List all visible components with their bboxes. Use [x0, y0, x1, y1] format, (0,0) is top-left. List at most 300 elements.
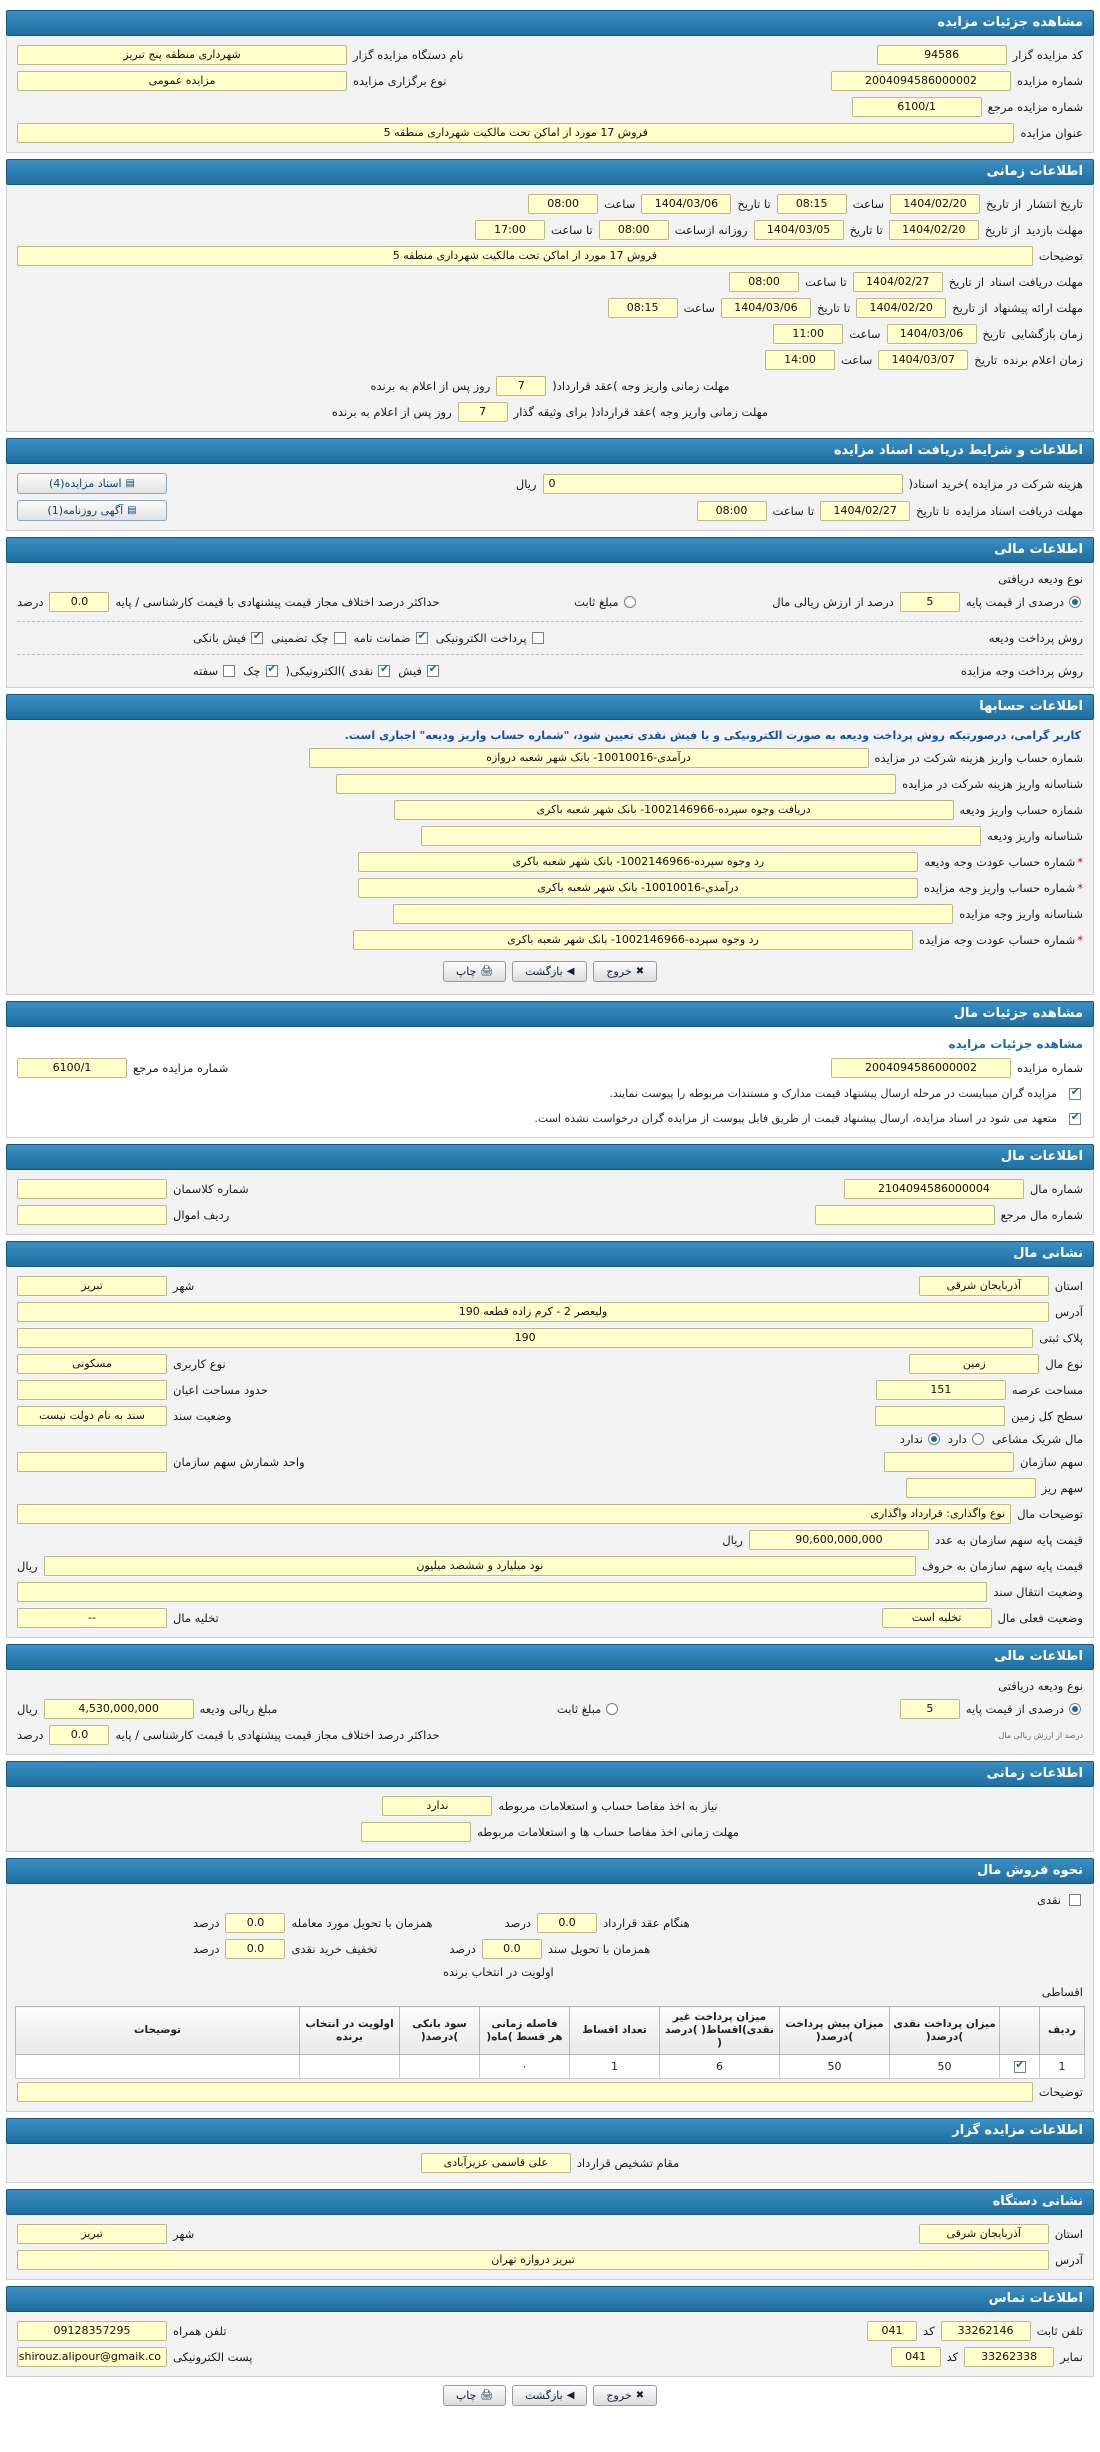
field-account-refund-auction[interactable]: رد وجوه سپرده-1002146966- بانک شهر شعبه باکری — [353, 930, 913, 950]
row-prop-percent-hint — [15, 1722, 1085, 1748]
label-docs-deadline: مهلت دریافت اسناد مزایده — [955, 503, 1083, 518]
row-submit-docs — [15, 295, 1085, 321]
label-building-area: حدود مساحت اعیان — [173, 1383, 268, 1397]
exit-icon: ✖ — [635, 966, 645, 977]
label-receipt: فیش — [398, 664, 422, 678]
label-city: شهر — [173, 1279, 195, 1293]
field-property-ref-number[interactable]: 6100/1 — [17, 1058, 127, 1078]
row-receive-docs — [15, 269, 1085, 295]
label-prop-max-diff: حداکثر درصد اختلاف مجاز قیمت پیشنهادی با قیمت کارشناسی / پایه — [115, 1728, 440, 1742]
radio-percent-of-base[interactable] — [966, 595, 1083, 609]
label-visit-daily: روزانه ازساعت — [674, 223, 748, 237]
field-identifier-deposit[interactable] — [421, 826, 981, 846]
label-cash-electronic: نقدی )الکترونیکی( — [285, 664, 374, 678]
row-detail-share — [15, 1475, 1085, 1501]
label-deposit-days-a: مهلت زمانی واریز وجه )عقد قرارداد( — [552, 379, 730, 393]
buttons-bottom — [6, 2377, 1094, 2412]
checkbox-receipt[interactable] — [398, 664, 441, 678]
field-receive-docs-time[interactable]: 08:00 — [729, 272, 799, 292]
checkbox-promissory-note[interactable] — [193, 664, 237, 678]
checkbox-bank-receipt[interactable] — [193, 631, 265, 645]
label-publish-time: ساعت — [852, 197, 884, 211]
th-row-number: ردیف — [1040, 2007, 1085, 2055]
label-identifier-fee: شناسانه واریز هزینه شرکت در مزایده — [902, 777, 1083, 791]
checkbox-cheque-icon[interactable] — [266, 665, 278, 677]
label-time-desc: توضیحات — [1038, 249, 1083, 263]
row-account-2 — [15, 797, 1085, 823]
label-prop-deposit-amount-unit: ریال — [17, 1702, 38, 1716]
row-cash-doc-discount — [15, 1936, 1085, 1962]
field-org-share[interactable] — [884, 1452, 1014, 1472]
row-signer — [15, 2150, 1085, 2176]
field-property-code[interactable]: 2104094586000004 — [844, 1179, 1024, 1199]
cell-bank-interest — [400, 2055, 480, 2079]
radio-prop-percent[interactable] — [966, 1702, 1083, 1716]
label-property-ref-number: شماره مزایده مرجع — [133, 1061, 229, 1075]
field-clearance-deadline[interactable] — [361, 1822, 471, 1842]
panel-financial-info — [6, 563, 1094, 688]
field-submit-docs-to[interactable]: 1404/03/06 — [721, 298, 811, 318]
label-submit-docs-time: ساعت — [683, 301, 715, 315]
field-fax-code[interactable]: 041 — [891, 2347, 941, 2367]
field-city[interactable]: تبریز — [17, 1276, 167, 1296]
exit-button-bottom[interactable] — [593, 2385, 657, 2406]
field-docs-deadline-time[interactable]: 08:00 — [697, 501, 767, 521]
radio-percent-icon[interactable] — [1069, 596, 1081, 608]
row-deposit-percent — [15, 589, 1085, 615]
row-participation-fee — [15, 470, 1085, 497]
field-land-level[interactable] — [875, 1406, 1005, 1426]
row-prop-deposit-type — [15, 1676, 1085, 1696]
field-address[interactable]: ولیعصر 2 - کرم زاده قطعه 190 — [17, 1302, 1049, 1322]
th-notes: توضیحات — [16, 2007, 300, 2055]
row-clearance-deadline — [15, 1819, 1085, 1845]
auction-documents-button[interactable] — [17, 473, 167, 494]
field-delivery-stage[interactable]: 0.0 — [225, 1913, 285, 1933]
back-label-top: بازگشت — [525, 965, 563, 978]
label-account-refund-deposit: * شماره حساب عودت وجه ودیعه — [924, 855, 1083, 869]
row-land-level — [15, 1403, 1085, 1429]
label-shared-yes: دارد — [947, 1432, 967, 1446]
row-device-province-city — [15, 2221, 1085, 2247]
label-signer: مقام تشخیص قرارداد — [576, 2156, 680, 2171]
field-auction-title[interactable]: فروش 17 مورد از اماکن تحت مالکیت شهرداری منطقه 5 — [17, 123, 1014, 143]
field-ref-number[interactable]: 6100/1 — [852, 97, 982, 117]
label-fax: نمابر — [1060, 2350, 1083, 2365]
print-button-top[interactable] — [443, 961, 506, 982]
label-property-code: شماره مال — [1029, 1182, 1083, 1196]
label-deposit-type: نوع ودیعه دریافتی — [998, 572, 1083, 586]
field-winner-time[interactable]: 14:00 — [765, 350, 835, 370]
label-doc-status: وضعیت سند — [173, 1409, 232, 1423]
radio-fixed-icon[interactable] — [624, 596, 636, 608]
field-telephone[interactable]: 33262146 — [941, 2321, 1031, 2341]
newspaper-notice-label: آگهی روزنامه(1) — [47, 504, 124, 517]
label-fee-unit: ریال — [515, 476, 537, 491]
field-province[interactable]: آذربایجان شرقی — [919, 1276, 1049, 1296]
row-account-7 — [15, 927, 1085, 953]
label-mobile: تلفن همراه — [173, 2324, 227, 2339]
field-submit-docs-from[interactable]: 1404/02/20 — [856, 298, 946, 318]
row-cash-checkbox — [15, 1890, 1085, 1910]
radio-shared-yes-icon[interactable] — [972, 1433, 984, 1445]
label-base-price: قیمت پایه سهم سازمان به عدد — [934, 1533, 1083, 1547]
panel-accounts — [6, 720, 1094, 995]
label-opening: زمان بازگشایی — [1011, 327, 1083, 341]
field-doc-stage[interactable]: 0.0 — [482, 1939, 542, 1959]
row-account-4 — [15, 849, 1085, 875]
row-winner-priority — [15, 1962, 1085, 1982]
label-publish-to: تا تاریخ — [737, 197, 771, 211]
label-cash: نقدی — [1036, 1893, 1061, 1907]
label-auction-code: کد مزایده گزار — [1012, 48, 1083, 62]
checkbox-guaranteed-cheque[interactable] — [271, 631, 347, 645]
field-device-address[interactable]: تبریز دروازه تهران — [17, 2250, 1049, 2270]
field-device-province[interactable]: آذربایجان شرقی — [919, 2224, 1049, 2244]
label-winner-date: تاریخ — [974, 353, 998, 367]
label-receive-docs: مهلت دریافت اسناد — [990, 275, 1083, 289]
label-device-address: آدرس — [1055, 2253, 1083, 2268]
field-time-desc[interactable]: فروش 17 مورد از اماکن تحت مالکیت شهرداری منطقه 5 — [17, 246, 1033, 266]
field-opening-time[interactable]: 11:00 — [773, 324, 843, 344]
section-header-financial-info: اطلاعات مالی — [6, 537, 1094, 563]
label-identifier-auction-payment: شناسانه واریز وجه مزایده — [959, 907, 1083, 921]
field-identifier-auction-payment[interactable] — [393, 904, 953, 924]
label-ref-number: شماره مزایده مرجع — [987, 100, 1083, 114]
checkbox-cash-icon[interactable] — [1069, 1894, 1081, 1906]
row-base-price-words — [15, 1553, 1085, 1579]
panel-device-address — [6, 2215, 1094, 2280]
row-deposit-days-b — [15, 399, 1085, 425]
row-telephone — [15, 2318, 1085, 2344]
label-bank-receipt: فیش بانکی — [193, 631, 247, 645]
section-header-property-time: اطلاعات زمانی — [6, 1761, 1094, 1787]
row-property-check-2 — [15, 1106, 1085, 1131]
row-auction-payment-methods — [15, 661, 1085, 681]
row-code-and-holder — [15, 42, 1085, 68]
label-property-type: نوع مال — [1045, 1357, 1083, 1371]
th-installment-count: تعداد اقساط — [570, 2007, 660, 2055]
label-auction-payment-method: روش پرداخت وجه مزایده — [960, 664, 1083, 678]
field-account-deposit[interactable]: دریافت وجوه سپرده-1002146966- بانک شهر شعبه باکری — [394, 800, 954, 820]
exit-button-top[interactable] — [593, 961, 657, 982]
label-winner-time: ساعت — [840, 353, 873, 367]
section-header-time-info: اطلاعات زمانی — [6, 159, 1094, 185]
field-cash-discount[interactable]: 0.0 — [225, 1939, 285, 1959]
checkbox-attach-docs-icon[interactable] — [1069, 1088, 1081, 1100]
label-percent-suffix: درصد از ارزش ریالی مال — [772, 595, 894, 609]
row-publish-date — [15, 191, 1085, 217]
field-org-share-unit[interactable] — [17, 1452, 167, 1472]
label-base-price-unit: ریال — [722, 1533, 743, 1547]
field-vacate[interactable]: -- — [17, 1608, 167, 1628]
label-publish-date: تاریخ انتشار — [1027, 197, 1083, 211]
field-ref-property[interactable] — [815, 1205, 995, 1225]
row-docs-deadline — [15, 497, 1085, 524]
field-participation-fee[interactable]: 0 — [543, 474, 903, 494]
label-ref-property: شماره مال مرجع — [1000, 1208, 1083, 1222]
label-org-share-unit: واحد شمارش سهم سازمان — [173, 1455, 305, 1469]
label-telephone: تلفن ثابت — [1036, 2324, 1083, 2339]
note-no-attached-price: متعهد می شود در اسناد مزایده، ارسال پیشنهاد قیمت از طریق فایل پیوست از مزایده گران درخواست نشده است. — [534, 1112, 1057, 1125]
row-property-desc — [15, 1501, 1085, 1527]
row-account-0 — [15, 745, 1085, 771]
back-arrow-icon: ◀ — [566, 966, 575, 977]
section-header-holder-info: اطلاعات مزایده گزار — [6, 2118, 1094, 2144]
field-visit-daily-from[interactable]: 08:00 — [599, 220, 669, 240]
field-tel-code[interactable]: 041 — [867, 2321, 917, 2341]
field-visit-daily-to[interactable]: 17:00 — [475, 220, 545, 240]
label-device-province: استان — [1054, 2227, 1083, 2242]
label-max-diff: حداکثر درصد اختلاف مجاز قیمت پیشنهادی با قیمت کارشناسی / پایه — [115, 595, 440, 609]
row-installment-label — [15, 1982, 1085, 2002]
label-registry-plate: پلاک ثبتی — [1039, 1331, 1083, 1345]
checkbox-electronic-payment[interactable] — [436, 631, 546, 645]
label-contract-stage: هنگام عقد قرارداد — [603, 1916, 690, 1930]
field-publish-to-time[interactable]: 08:00 — [528, 194, 598, 214]
field-winner-date[interactable]: 1404/03/07 — [878, 350, 968, 370]
cell-row-number: 1 — [1040, 2055, 1085, 2079]
panel-contact-info — [6, 2312, 1094, 2377]
panel-property-financial — [6, 1670, 1094, 1755]
row-property-auction-number — [15, 1055, 1085, 1081]
label-contract-unit: درصد — [504, 1916, 532, 1930]
section-header-accounts: اطلاعات حسابها — [6, 694, 1094, 720]
hint-prop-percent: درصد از ارزش ریالی مال — [998, 1730, 1083, 1740]
field-sale-notes[interactable] — [17, 2082, 1033, 2102]
field-base-price[interactable]: 90,600,000,000 — [749, 1530, 929, 1550]
field-contract-stage[interactable]: 0.0 — [537, 1913, 597, 1933]
checkbox-row-select-icon[interactable] — [1014, 2061, 1026, 2073]
print-button-bottom[interactable] — [443, 2385, 506, 2406]
section-header-property-info: اطلاعات مال — [6, 1144, 1094, 1170]
row-property-type-usage — [15, 1351, 1085, 1377]
field-base-price-words[interactable]: نود میلیارد و ششصد میلیون — [44, 1556, 916, 1576]
label-building-number: شماره کلاسمان — [173, 1182, 249, 1196]
field-email[interactable]: shirouz.alipour@gmaik.co — [17, 2347, 167, 2367]
label-auction-number: شماره مزایده — [1017, 74, 1083, 88]
field-account-auction-payment[interactable]: درآمدی-10010016- بانک شهر شعبه باکری — [358, 878, 918, 898]
label-current-status: وضعیت فعلی مال — [997, 1611, 1083, 1625]
accounts-notice: کاربر گرامی، درصورتیکه روش پرداخت ودیعه به صورت الکترونیکی و یا فیش نقدی تعیین شود، "شماره حساب واریز ودیعه" اجباری است. — [344, 729, 1081, 742]
label-property-desc: توضیحات مال — [1017, 1507, 1083, 1521]
field-visit-to[interactable]: 1404/03/05 — [754, 220, 844, 240]
cell-select[interactable] — [1000, 2055, 1040, 2079]
radio-prop-fixed-icon[interactable] — [606, 1703, 618, 1715]
field-need-clearance[interactable]: ندارد — [382, 1796, 492, 1816]
row-auction-title — [15, 120, 1085, 146]
field-prop-percent[interactable]: 5 — [900, 1699, 960, 1719]
checkbox-electronic-payment-icon[interactable] — [532, 632, 544, 644]
field-publish-time[interactable]: 08:15 — [777, 194, 847, 214]
checkbox-no-attached-price-icon[interactable] — [1069, 1113, 1081, 1125]
field-prop-deposit-amount[interactable]: 4,530,000,000 — [44, 1699, 194, 1719]
label-account-fee: شماره حساب واریز هزینه شرکت در مزایده — [874, 751, 1083, 765]
field-visit-from[interactable]: 1404/02/20 — [889, 220, 979, 240]
field-device-city[interactable]: تبریز — [17, 2224, 167, 2244]
section-header-property-details: مشاهده جزئیات مال — [6, 1001, 1094, 1027]
checkbox-guarantee-letter-icon[interactable] — [416, 632, 428, 644]
label-receive-docs-from: از تاریخ — [948, 275, 985, 289]
field-building-area[interactable] — [17, 1380, 167, 1400]
back-button-bottom[interactable] — [512, 2385, 587, 2406]
back-arrow-icon-bottom: ◀ — [566, 2390, 575, 2402]
row-account-6 — [15, 901, 1085, 927]
row-device-address — [15, 2247, 1085, 2273]
field-fax[interactable]: 33262338 — [964, 2347, 1054, 2367]
label-submit-docs-to: تا تاریخ — [816, 301, 851, 315]
table-row[interactable] — [16, 2055, 1085, 2079]
document-icon: ▤ — [125, 478, 135, 489]
label-doc-unit: درصد — [449, 1942, 476, 1956]
row-account-5 — [15, 875, 1085, 901]
field-prop-max-diff[interactable]: 0.0 — [49, 1725, 109, 1745]
section-header-sale-method: نحوه فروش مال — [6, 1858, 1094, 1884]
label-cheque: چک — [243, 664, 261, 678]
label-usage-type: نوع کاربری — [173, 1357, 226, 1371]
field-building-number[interactable] — [17, 1179, 167, 1199]
field-detail-share[interactable] — [906, 1478, 1036, 1498]
label-opening-time: ساعت — [849, 327, 881, 341]
field-auction-code[interactable]: 94586 — [877, 45, 1007, 65]
print-label-bottom: چاپ — [455, 2389, 477, 2403]
label-participation-fee: هزینه شرکت در مزایده )خرید اسناد( — [908, 476, 1083, 491]
divider-2 — [17, 654, 1083, 655]
row-province-city — [15, 1273, 1085, 1299]
radio-shared-no[interactable] — [900, 1432, 942, 1446]
row-shared-ownership — [15, 1429, 1085, 1449]
field-mobile[interactable]: 09128357295 — [17, 2321, 167, 2341]
checkbox-cash-electronic-icon[interactable] — [378, 665, 390, 677]
panel-docs-info — [6, 464, 1094, 531]
field-opening-date[interactable]: 1404/03/06 — [887, 324, 977, 344]
field-asset-row[interactable] — [17, 1205, 167, 1225]
row-account-1 — [15, 771, 1085, 797]
label-installment: اقساطی — [1041, 1985, 1083, 1999]
field-deposit-days-b[interactable]: 7 — [458, 402, 508, 422]
checkbox-cheque[interactable] — [243, 664, 279, 678]
field-usage-type[interactable]: مسکونی — [17, 1354, 167, 1374]
field-deposit-percent[interactable]: 5 — [900, 592, 960, 612]
label-visit-from: از تاریخ — [984, 223, 1021, 237]
cell-interval-months: ۰ — [480, 2055, 570, 2079]
field-current-status[interactable]: تخلیه است — [882, 1608, 992, 1628]
label-cash-discount: تخفیف خرید نقدی — [291, 1942, 378, 1956]
field-submit-docs-time[interactable]: 08:15 — [608, 298, 678, 318]
th-select — [1000, 2007, 1040, 2055]
label-max-diff-unit: درصد — [16, 595, 44, 609]
label-asset-row: ردیف اموال — [173, 1208, 230, 1222]
radio-shared-no-icon[interactable] — [928, 1433, 940, 1445]
field-auction-number[interactable]: 2004094586000002 — [831, 71, 1011, 91]
radio-fixed-amount[interactable] — [574, 595, 637, 609]
field-property-type[interactable]: زمین — [909, 1354, 1039, 1374]
label-delivery-stage: همزمان با تحویل مورد معامله — [291, 1916, 433, 1930]
field-receive-docs-from[interactable]: 1404/02/27 — [853, 272, 943, 292]
field-docs-deadline-date[interactable]: 1404/02/27 — [820, 501, 910, 521]
newspaper-notice-button[interactable] — [17, 500, 167, 521]
label-docs-deadline-time: تا ساعت — [772, 503, 815, 518]
checkbox-guarantee-letter[interactable] — [354, 631, 430, 645]
row-registry-plate — [15, 1325, 1085, 1351]
field-doc-status[interactable]: سند به نام دولت نیست — [17, 1406, 167, 1426]
printer-icon: 🖨 — [480, 966, 494, 977]
field-max-diff[interactable]: 0.0 — [49, 592, 109, 612]
field-property-auction-number[interactable]: 2004094586000002 — [831, 1058, 1011, 1078]
label-fax-code: کد — [946, 2350, 959, 2365]
row-address — [15, 1299, 1085, 1325]
field-publish-from-date[interactable]: 1404/02/20 — [890, 194, 980, 214]
label-fixed-amount: مبلغ ثابت — [574, 595, 619, 609]
checkbox-bank-receipt-icon[interactable] — [251, 632, 263, 644]
field-land-area[interactable]: 151 — [876, 1380, 1006, 1400]
label-account-deposit: شماره حساب واریز ودیعه — [959, 803, 1083, 817]
row-prop-deposit-percent — [15, 1696, 1085, 1722]
radio-shared-yes[interactable] — [948, 1432, 986, 1446]
label-auction-type: نوع برگزاری مزایده — [353, 74, 447, 88]
checkbox-promissory-note-icon[interactable] — [223, 665, 235, 677]
row-visit-deadline — [15, 217, 1085, 243]
printer-icon-bottom: 🖨 — [480, 2390, 494, 2402]
field-signer[interactable]: علی قاسمی عزیزآبادی — [421, 2153, 571, 2173]
field-deposit-days-a[interactable]: 7 — [496, 376, 546, 396]
field-account-refund-deposit[interactable]: رد وجوه سپرده-1002146966- بانک شهر شعبه باکری — [358, 852, 918, 872]
row-need-clearance — [15, 1793, 1085, 1819]
field-auction-type[interactable]: مزایده عمومی — [17, 71, 347, 91]
panel-property-info — [6, 1170, 1094, 1235]
label-account-refund-auction: * شماره حساب عودت وجه مزایده — [919, 933, 1083, 947]
label-publish-from: از تاریخ — [985, 197, 1022, 211]
row-winner-time — [15, 347, 1085, 373]
label-deposit-days-b: مهلت زمانی واریز وجه )عقد قرارداد( برای وثیقه گذار — [513, 405, 769, 419]
panel-property-address — [6, 1267, 1094, 1638]
field-holder-name[interactable]: شهرداری منطقه پنج تبریز — [17, 45, 347, 65]
label-submit-docs: مهلت ارائه پیشنهاد — [993, 301, 1083, 315]
checkbox-cash-electronic[interactable] — [286, 664, 393, 678]
label-visit: مهلت بازدید — [1026, 223, 1083, 237]
section-header-device-address: نشانی دستگاه — [6, 2189, 1094, 2215]
label-address: آدرس — [1055, 1305, 1083, 1319]
label-prop-percent: درصدی از قیمت پایه — [965, 1702, 1064, 1716]
field-account-fee[interactable]: درآمدی-10010016- بانک شهر شعبه دروازه — [309, 748, 869, 768]
section-header-auction-details: مشاهده جزئیات مزایده — [6, 10, 1094, 36]
field-identifier-fee[interactable] — [336, 774, 896, 794]
checkbox-guaranteed-cheque-icon[interactable] — [334, 632, 346, 644]
radio-prop-percent-icon[interactable] — [1069, 1703, 1081, 1715]
label-deposit-days-a-suffix: روز پس از اعلام به برنده — [370, 379, 491, 393]
row-ref-number — [15, 94, 1085, 120]
label-need-clearance: نیاز به اخذ مفاصا حساب و استعلامات مربوطه — [498, 1799, 718, 1813]
label-deposit-days-b-suffix: روز پس از اعلام به برنده — [331, 405, 452, 419]
label-sale-notes: توضیحات — [1038, 2085, 1083, 2100]
cell-winner-priority — [300, 2055, 400, 2079]
label-detail-share: سهم ریز — [1041, 1481, 1083, 1495]
checkbox-receipt-icon[interactable] — [427, 665, 439, 677]
cell-cash-percent: 50 — [890, 2055, 1000, 2079]
cell-noncash-percent: 6 — [660, 2055, 780, 2079]
radio-prop-fixed[interactable] — [557, 1702, 620, 1716]
field-registry-plate[interactable]: 190 — [17, 1328, 1033, 1348]
back-button-top[interactable] — [512, 961, 587, 982]
cell-prepay-percent: 50 — [780, 2055, 890, 2079]
installment-table — [15, 2006, 1085, 2079]
section-header-property-financial: اطلاعات مالی — [6, 1644, 1094, 1670]
cell-installment-count: 1 — [570, 2055, 660, 2079]
field-doc-transfer[interactable] — [17, 1582, 987, 1602]
field-publish-to-date[interactable]: 1404/03/06 — [641, 194, 731, 214]
field-property-desc[interactable]: نوع واگذاری: قرارداد واگذاری — [17, 1504, 1011, 1524]
label-auction-title: عنوان مزایده — [1020, 126, 1083, 140]
